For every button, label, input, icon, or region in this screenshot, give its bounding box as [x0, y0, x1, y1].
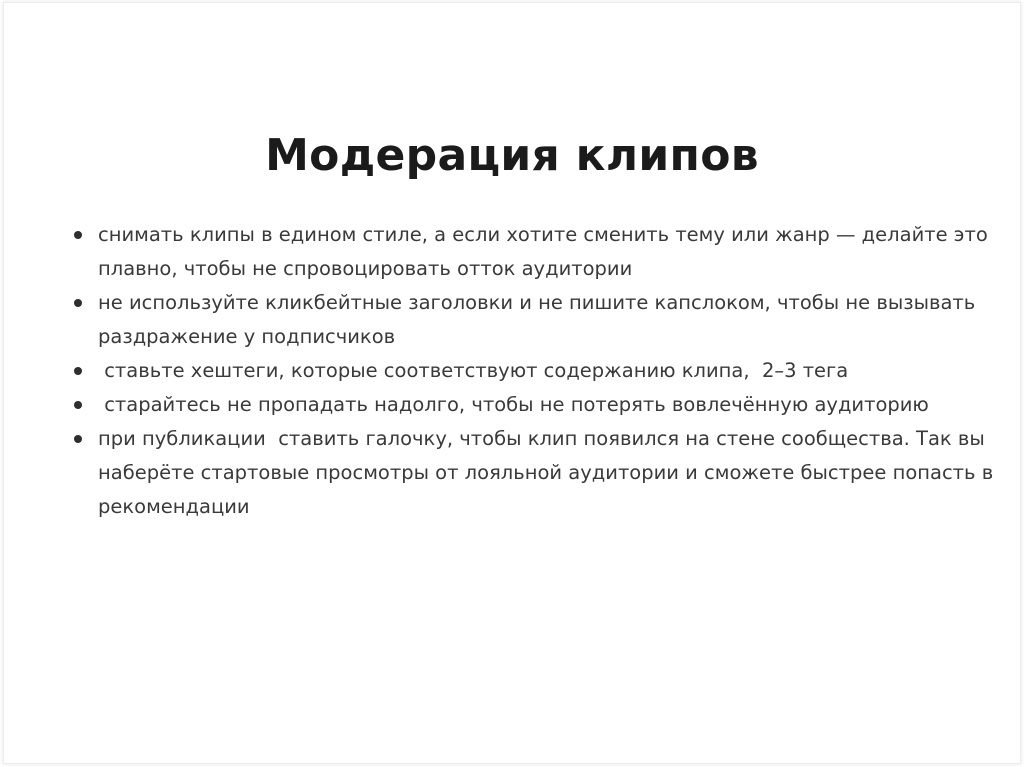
bullet-item: [68, 422, 1013, 524]
bullet-item: [68, 354, 1013, 388]
bullet-item: [68, 218, 1013, 286]
slide-title: Модерация клипов: [265, 130, 759, 181]
bullet-text: снимать клипы в едином стиле, а если хотите сменить тему или жанр — делайте это плавно, чтобы не спровоцировать отток аудитории: [98, 223, 994, 280]
bullet-text: старайтесь не пропадать надолго, чтобы не потерять вовлечённую аудиторию: [98, 393, 929, 416]
bullet-item: [68, 286, 1013, 354]
bullet-item: [68, 388, 1013, 422]
bullet-list: [68, 218, 1013, 524]
bullet-text: при публикации ставить галочку, чтобы клип появился на стене сообщества. Так вы наберёте стартовые просмотры от лояльной аудитории и сможете быстрее попасть в рекомендации: [98, 427, 1000, 518]
bullet-dot-icon: [74, 231, 82, 239]
bullet-dot-icon: [74, 401, 82, 409]
bullet-dot-icon: [74, 367, 82, 375]
bullet-text: ставьте хештеги, которые соответствуют содержанию клипа, 2–3 тега: [98, 359, 849, 382]
bullet-dot-icon: [74, 435, 82, 443]
bullet-text: не используйте кликбейтные заголовки и не пишите капслоком, чтобы не вызывать раздражение у подписчиков: [98, 291, 982, 348]
bullet-dot-icon: [74, 299, 82, 307]
